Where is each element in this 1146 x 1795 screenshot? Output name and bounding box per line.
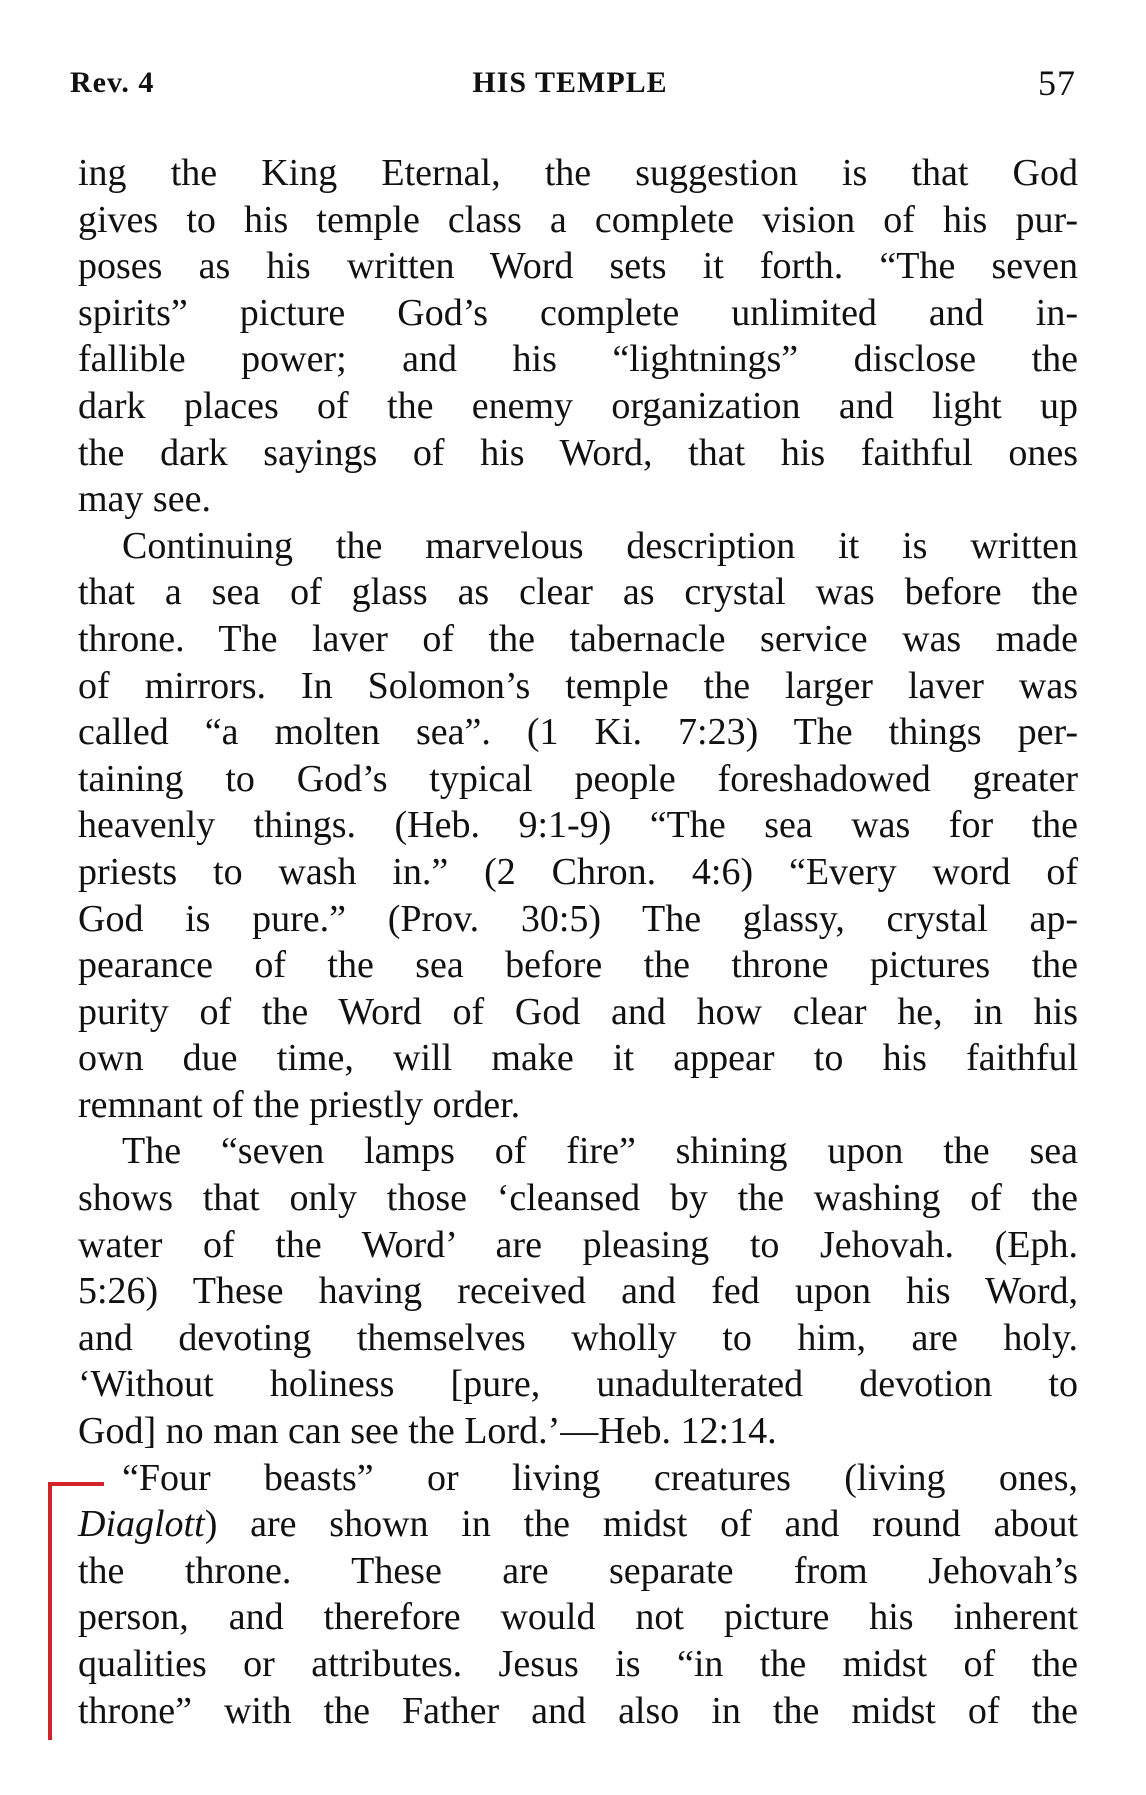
text-line: “Four beasts” or living creatures (living ones,: [122, 1456, 1078, 1499]
text-line: and devoting themselves wholly to him, are holy.: [78, 1316, 1078, 1359]
margin-marker-line: [48, 1482, 52, 1740]
text-line: God is pure.” (Prov. 30:5) The glassy, crystal ap-: [78, 897, 1078, 940]
text-line: dark places of the enemy organization and light up: [78, 384, 1078, 427]
text-line: The “seven lamps of fire” shining upon the sea: [122, 1130, 1078, 1173]
paragraph-1: [78, 150, 1078, 523]
margin-marker: [48, 1482, 108, 1742]
paragraph-2: [78, 523, 1078, 1129]
text-line: that a sea of glass as clear as crystal was before the: [78, 571, 1078, 614]
text-line: taining to God’s typical people foreshadowed greater: [78, 757, 1078, 800]
text-line: remnant of the priestly order.: [78, 1083, 521, 1126]
text-line: pearance of the sea before the throne pictures the: [78, 944, 1078, 987]
text-line: the dark sayings of his Word, that his faithful ones: [78, 431, 1078, 474]
text-line: called “a molten sea”. (1 Ki. 7:23) The things per-: [78, 711, 1078, 754]
text-line: ‘Without holiness [pure, unadulterated devotion to: [78, 1363, 1078, 1406]
text-line: person, and therefore would not picture his inherent: [78, 1596, 1078, 1639]
text-line: purity of the Word of God and how clear he, in his: [78, 990, 1078, 1033]
page-body: [78, 150, 1078, 1734]
text-line: qualities or attributes. Jesus is “in the midst of the: [78, 1643, 1078, 1685]
text-line: may see.: [78, 478, 211, 521]
text-fragment: ) are shown in the midst of and round about: [204, 1503, 1078, 1546]
text-line: [78, 1501, 1078, 1548]
paragraph-4: [78, 1455, 1078, 1735]
page-number: 57: [1038, 63, 1076, 103]
text-line: spirits” picture God’s complete unlimited and in-: [78, 291, 1078, 334]
text-line: fallible power; and his “lightnings” disclose the: [78, 338, 1078, 381]
header-chapter-ref: Rev. 4: [70, 66, 155, 99]
text-line: water of the Word’ are pleasing to Jehovah. (Eph.: [78, 1223, 1078, 1266]
text-line: throne” with the Father and also in the midst of the: [78, 1689, 1078, 1732]
text-line: heavenly things. (Heb. 9:1-9) “The sea was for the: [78, 804, 1078, 847]
header-title: HIS TEMPLE: [472, 66, 668, 99]
text-line: the throne. These are separate from Jehovah’s: [78, 1549, 1078, 1592]
text-line: God] no man can see the Lord.’—Heb. 12:14.: [78, 1410, 777, 1453]
text-line: gives to his temple class a complete vision of his pur-: [78, 198, 1078, 241]
paragraph-3: [78, 1128, 1078, 1454]
text-line: throne. The laver of the tabernacle service was made: [78, 617, 1078, 660]
text-line: priests to wash in.” (2 Chron. 4:6) “Every word of: [78, 850, 1078, 893]
margin-marker-top: [48, 1482, 104, 1486]
text-line: Continuing the marvelous description it is written: [122, 524, 1078, 567]
text-line: ing the King Eternal, the suggestion is that God: [78, 152, 1078, 194]
text-line: of mirrors. In Solomon’s temple the larger laver was: [78, 664, 1078, 707]
text-line: own due time, will make it appear to his faithful: [78, 1037, 1078, 1080]
text-line: poses as his written Word sets it forth. “The seven: [78, 245, 1078, 288]
text-line: 5:26) These having received and fed upon his Word,: [78, 1270, 1078, 1313]
diaglott-citation: Diaglott: [78, 1503, 205, 1546]
text-line: shows that only those ‘cleansed by the washing of the: [78, 1177, 1078, 1220]
running-header: [70, 60, 1076, 110]
